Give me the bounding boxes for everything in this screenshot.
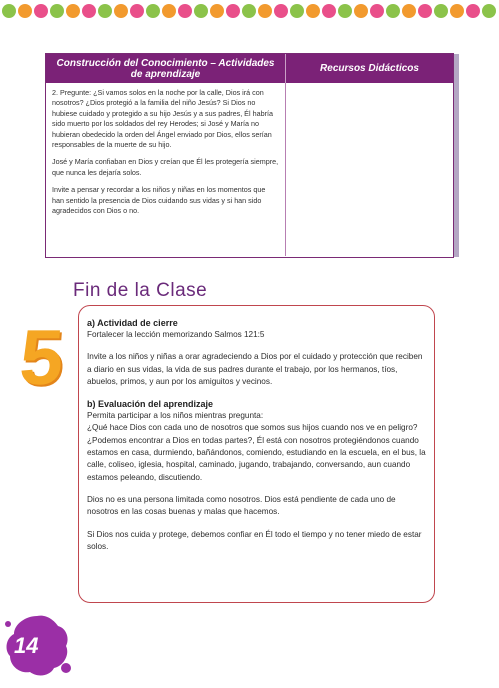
decorative-dot <box>146 4 160 18</box>
decorative-dot <box>82 4 96 18</box>
decorative-dot <box>290 4 304 18</box>
decorative-dot <box>354 4 368 18</box>
activity-paragraph: José y María confiaban en Dios y creían que Él les protegería siempre, que nunca les dejaría solos. <box>52 157 279 177</box>
decorative-dot <box>18 4 32 18</box>
activity-paragraph: Invite a pensar y recordar a los niños y niñas en los momentos que han sentido la presencia de Dios cuidando sus vidas y si han sido agradecidos con Dios o no. <box>52 185 266 216</box>
evaluation-intro: Permita participar a los niños mientras pregunta: <box>87 411 264 421</box>
activity-paragraph: 2. Pregunte: ¿Si vamos solos en la noche por la calle, Dios irá con nosotros? ¿Dios protegió a la familia del niño Jesús? Si Dios no hubiese cuidado y protegido a su hijo Jesús y a sus padres, Él habría sido muerto por los soldados del rey Herodes; si José y María no hubieran obedecido la orden del Ángel enviado por Dios, ellos serían responsables de la muerte de su hijo. <box>52 88 273 150</box>
decorative-dot <box>178 4 192 18</box>
table-shadow-edge <box>454 54 459 257</box>
section-number: 5 <box>16 313 67 401</box>
decorative-dot <box>130 4 144 18</box>
decorative-dot <box>386 4 400 18</box>
closing-content-box <box>78 305 435 603</box>
page-number: 14 <box>14 633 39 658</box>
decorative-dot <box>370 4 384 18</box>
decorative-dot <box>274 4 288 18</box>
decorative-dot <box>226 4 240 18</box>
resources-cell <box>286 83 453 256</box>
decorative-dot <box>210 4 224 18</box>
decorative-dot <box>194 4 208 18</box>
decorative-dot <box>34 4 48 18</box>
decorative-dot <box>162 4 176 18</box>
table-header <box>46 54 453 83</box>
closing-activity-heading: a) Actividad de cierre <box>87 318 178 328</box>
decorative-dot <box>450 4 464 18</box>
decorative-dot <box>322 4 336 18</box>
closing-paragraph: Dios no es una persona limitada como nosotros. Dios está pendiente de cada uno de nosotros en las cosas buenas y malas que hacemos. <box>87 494 396 517</box>
decorative-dot <box>66 4 80 18</box>
header-activities: Construcción del Conocimiento – Actividades de aprendizaje <box>46 54 286 83</box>
decorative-dot <box>2 4 16 18</box>
decorative-dot <box>242 4 256 18</box>
decorative-dot <box>306 4 320 18</box>
decorative-dot <box>98 4 112 18</box>
evaluation-heading: b) Evaluación del aprendizaje <box>87 399 214 410</box>
decorative-dot <box>50 4 64 18</box>
lesson-table <box>45 53 454 258</box>
activities-cell <box>46 83 286 256</box>
decorative-dot <box>258 4 272 18</box>
decorative-dot <box>402 4 416 18</box>
table-body <box>46 83 453 256</box>
decorative-dot-border <box>0 4 499 20</box>
prayer-paragraph: Invite a los niños y niñas a orar agradeciendo a Dios por el cuidado y protección que reciben a diario en sus vidas, la vida de sus padres durante el trabajo, por los hermanos, tíos, abuelos, primos, y aun por los amiguitos y vecinos. <box>87 352 423 386</box>
decorative-dot <box>338 4 352 18</box>
closing-paragraph: Si Dios nos cuida y protege, debemos confiar en Él todo el tiempo y no tener miedo de estar solos. <box>87 529 422 551</box>
decorative-dot <box>114 4 128 18</box>
decorative-dot <box>434 4 448 18</box>
decorative-dot <box>482 4 496 18</box>
header-resources: Recursos Didácticos <box>320 63 419 74</box>
decorative-dot <box>418 4 432 18</box>
memory-verse-line: Fortalecer la lección memorizando Salmos 121:5 <box>87 330 265 339</box>
section-title: Fin de la Clase <box>73 280 208 301</box>
evaluation-paragraph: ¿Qué hace Dios con cada uno de nosotros que somos sus hijos cuando nos ve en peligro? ¿Podemos encontrar a Dios en todas partes?, Él está con nosotros protegiéndonos cuando estamos en casa, durmiendo, bañándonos, comiendo, estudiando en la escuela, en el bus, la calle, coliseo, iglesia, hospital, caminado, jugando, trabajando, conversando, aun cuando estamos peleando, discutiendo. <box>87 423 426 482</box>
decorative-dot <box>466 4 480 18</box>
